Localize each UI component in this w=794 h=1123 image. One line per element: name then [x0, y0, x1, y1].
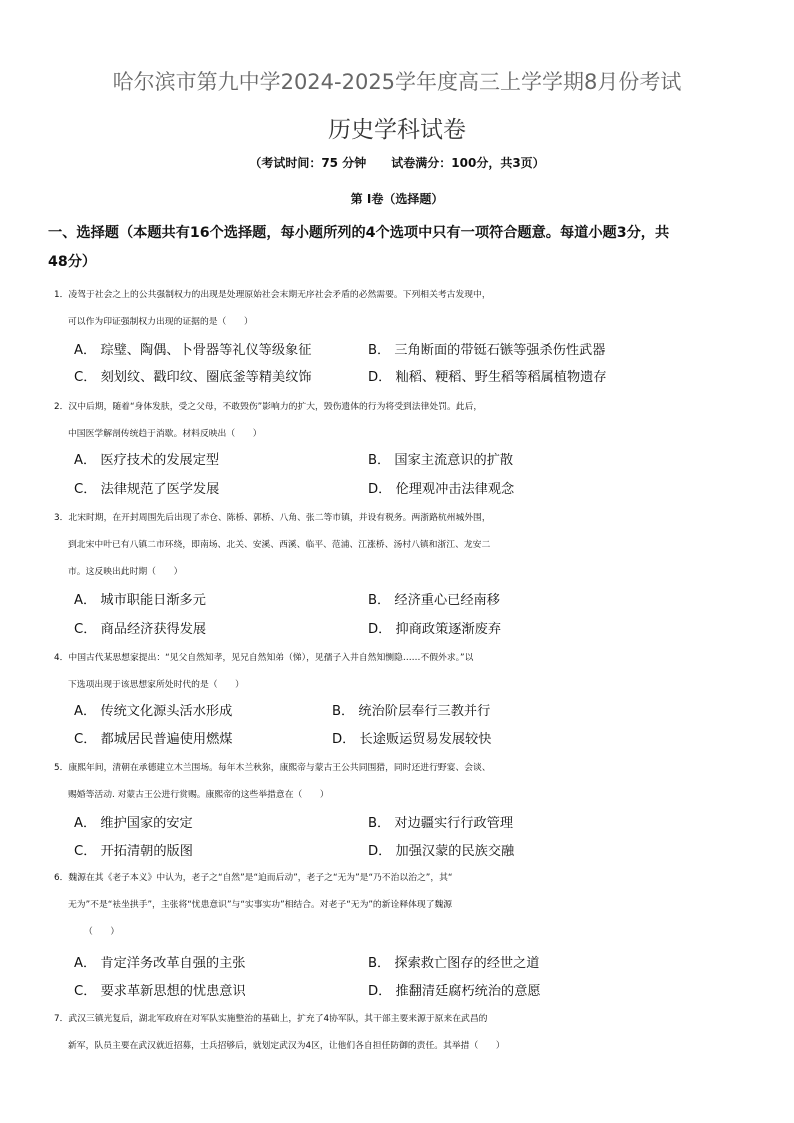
option-b: B． 对边疆实行行政管理 [368, 816, 514, 831]
option-d: D． 抑商政策逐渐废弃 [368, 622, 502, 637]
option-d: D． 加强汉蒙的民族交融 [368, 844, 515, 859]
question-text-line: 7．武汉三镇光复后，湖北军政府在对军队实施整治的基础上，扩充了4协军队，其干部主要来源于原来在武昌的 [54, 1014, 488, 1024]
option-b: B． 国家主流意识的扩散 [368, 453, 514, 468]
question-text-line: 3．北宋时期，在开封周围先后出现了赤仓、陈桥、郭桥、八角、张二等市镇，并设有税务。两浙路杭州城外围， [54, 513, 491, 523]
subject-title: 历史学科试卷 [328, 117, 466, 143]
question-5 [54, 755, 754, 809]
option-a: A． 城市职能日渐多元 [74, 593, 206, 608]
question-3 [54, 505, 754, 586]
option-d: D． 伦理观冲击法律观念 [368, 482, 515, 497]
volume-heading: 第 Ⅰ卷（选择题） [350, 192, 444, 206]
option-d: D． 长途贩运贸易发展较快 [332, 732, 492, 747]
option-c: C． 开拓清朝的版图 [74, 844, 193, 859]
option-a: A． 肯定洋务改革自强的主张 [74, 956, 246, 971]
question-text-line: 中国医学解剖传统趋于消歇。材料反映出（ ） [68, 429, 262, 439]
question-text-line: 6．魏源在其《老子本义》中认为，老子之“自然”是“迫而后动”，老子之“无为”是“乃不治以治之”，其“ [54, 873, 453, 883]
question-4 [54, 645, 754, 699]
option-c: C． 要求革新思想的忧患意识 [74, 984, 246, 999]
question-7 [54, 1006, 754, 1060]
question-6 [54, 865, 754, 946]
school-title: 哈尔滨市第九中学2024-2025学年度高三上学学期8月份考试 [112, 70, 682, 94]
question-text-line: 新军，队员主要在武汉就近招募，士兵招够后，就划定武汉为4区，让他们各自担任防御的责任。其举措（ ） [68, 1041, 505, 1051]
option-c: C． 都城居民普遍使用燃煤 [74, 732, 233, 747]
question-text-line: （ ） [84, 927, 120, 937]
option-d: D． 籼稻、粳稻、野生稻等稻属植物遗存 [368, 370, 607, 385]
section-heading-line: 一、选择题（本题共有16个选择题，每小题所列的4个选项中只有一项符合题意。每道小题3分，共 [48, 225, 670, 241]
option-b: B． 探索救亡图存的经世之道 [368, 956, 540, 971]
option-b: B． 三角断面的带铤石镞等强杀伤性武器 [368, 343, 606, 358]
option-a: A． 维护国家的安定 [74, 816, 193, 831]
section-heading [48, 219, 748, 277]
question-text-line: 1．凌驾于社会之上的公共强制权力的出现是处理原始社会末期无序社会矛盾的必然需要。下列相关考古发现中， [54, 290, 491, 300]
question-text-line: 市。这反映出此时期（ ） [68, 567, 183, 577]
question-text-line: 4．中国古代某思想家提出：“见父自然知孝，见兄自然知弟（悌），见孺子入井自然知恻隐……不假外求。”以 [54, 653, 474, 663]
option-d: D． 推翻清廷腐朽统治的意愿 [368, 984, 541, 999]
question-text-line: 可以作为印证强制权力出现的证据的是（ ） [68, 317, 253, 327]
option-a: A． 传统文化源头活水形成 [74, 704, 233, 719]
section-heading-line: 48分） [48, 254, 97, 270]
option-a: A． 医疗技术的发展定型 [74, 453, 220, 468]
question-text-line: 5．康熙年间，清朝在承德建立木兰围场。每年木兰秋狝，康熙帝与蒙古王公共同围猎，同时还进行野宴、会谈、 [54, 763, 491, 773]
option-c: C． 法律规范了医学发展 [74, 482, 220, 497]
option-b: B． 经济重心已经南移 [368, 593, 500, 608]
question-text-line: 下选项出现于该思想家所处时代的是（ ） [68, 680, 244, 690]
option-c: C． 刻划纹、戳印纹、圈底釜等精美纹饰 [74, 370, 312, 385]
question-1 [54, 282, 754, 336]
question-2 [54, 394, 754, 448]
question-text-line: 到北宋中叶已有八镇二市环绕，即南场、北关、安溪、西溪、临平、范浦、江涨桥、汤村八镇和浙江、龙安二 [68, 540, 491, 550]
question-text-line: 无为”不是“袪坐拱手”，主张将“忧患意识”与“实事实功”相结合。对老子“无为”的新诠释体现了魏源 [68, 900, 453, 910]
option-c: C． 商品经济获得发展 [74, 622, 207, 637]
question-text-line: 2．汉中后期，随着“身体发肤，受之父母，不敢毁伤”影响力的扩大，毁伤遗体的行为将受到法律处罚。此后， [54, 402, 483, 412]
option-b: B． 统治阶层奉行三教并行 [332, 704, 491, 719]
question-text-line: 赐婚等活动. 对蒙古王公进行赏赐。康熙帝的这些举措意在（ ） [68, 790, 329, 800]
exam-info: （考试时间：75 分钟 试卷满分：100分，共3页） [249, 156, 545, 170]
option-a: A． 琮璧、陶偶、卜骨器等礼仪等级象征 [74, 343, 312, 358]
